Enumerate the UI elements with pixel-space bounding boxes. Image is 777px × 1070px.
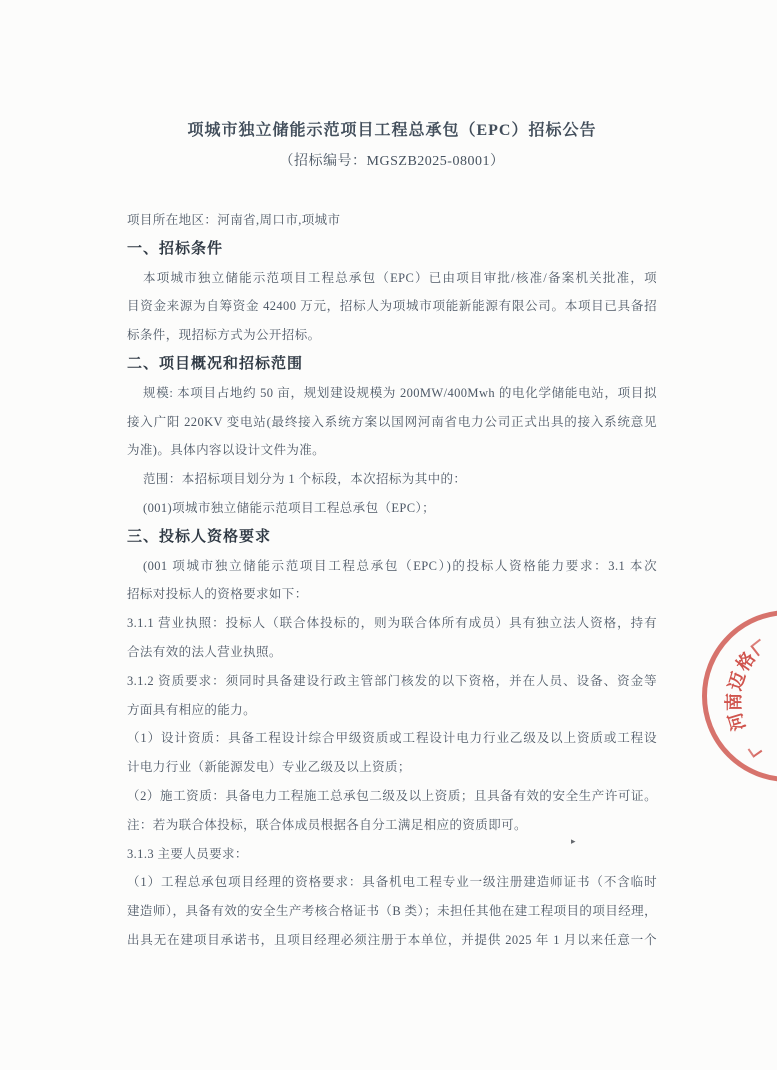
section-heading: 二、项目概况和招标范围 bbox=[127, 355, 304, 372]
text-line: 注：若为联合体投标，联合体成员根据各自分工满足相应的资质即可。 bbox=[127, 817, 527, 832]
text-line: 出具无在建项目承诺书，且项目经理必须注册于本单位，并提供 2025 年 1 月以来任意一个 bbox=[127, 932, 657, 947]
text-line: (001)项城市独立储能示范项目工程总承包（EPC）； bbox=[143, 500, 436, 515]
text-line: 为准)。具体内容以设计文件为准。 bbox=[127, 443, 326, 458]
stamp-char: 迈 bbox=[724, 669, 750, 693]
text-line: （1）设计资质：具备工程设计综合甲级资质或工程设计电力行业乙级及以上资质或工程设 bbox=[127, 731, 657, 746]
text-line: 招标对投标人的资格要求如下： bbox=[127, 587, 308, 602]
stamp-circle-border bbox=[702, 610, 777, 782]
text-line: 规模: 本项目占地约 50 亩，规划建设规模为 200MW/400Mwh 的电化学储能电站，项目拟 bbox=[143, 385, 657, 400]
text-line: （1）工程总承包项目经理的资格要求：具备机电工程专业一级注册建造师证书（不含临时 bbox=[127, 875, 657, 890]
text-line: 3.1.3 主要人员要求： bbox=[127, 846, 248, 861]
text-line: 接入广阳 220KV 变电站(最终接入系统方案以国网河南省电力公司正式出具的接入系统意见 bbox=[127, 414, 657, 429]
text-line: 3.1.1 营业执照：投标人（联合体投标的，则为联合体所有成员）具有独立法人资格，持有 bbox=[127, 616, 657, 631]
text-line: 3.1.2 资质要求：须同时具备建设行政主管部门核发的以下资格，并在人员、设备、资金等 bbox=[127, 673, 657, 688]
text-line: (001 项城市独立储能示范项目工程总承包（EPC）)的投标人资格能力要求：3.1 本次 bbox=[143, 558, 657, 573]
text-line: 合法有效的法人营业执照。 bbox=[127, 644, 282, 659]
scan-artifact-mark: ▸ bbox=[571, 836, 576, 846]
document-body bbox=[127, 206, 657, 955]
text-line: 项目所在地区：河南省,周口市,项城市 bbox=[127, 213, 341, 227]
stamp-partial-char-top bbox=[750, 639, 767, 657]
text-line: （2）施工资质：具备电力工程施工总承包二级及以上资质；且具备有效的安全生产许可证。 bbox=[127, 788, 657, 803]
stamp-char: 南 bbox=[724, 693, 744, 711]
text-line: 建造师），具备有效的安全生产考核合格证书（B 类）；未担任其他在建工程项目的项目经理， bbox=[127, 904, 657, 919]
section-heading: 三、投标人资格要求 bbox=[127, 528, 272, 545]
stamp-partial-char-bottom bbox=[748, 743, 763, 758]
stamp-char: 河 bbox=[724, 710, 750, 734]
stamp-char: 格 bbox=[732, 648, 760, 675]
text-line: 目资金来源为自筹资金 42400 万元，招标人为项城市项能新能源有限公司。本项目已具备招 bbox=[127, 299, 657, 314]
section-heading: 一、招标条件 bbox=[127, 240, 224, 257]
document-title: 项城市独立储能示范项目工程总承包（EPC）招标公告 bbox=[187, 122, 597, 139]
text-line: 方面具有相应的能力。 bbox=[127, 702, 257, 717]
text-line: 标条件，现招标方式为公开招标。 bbox=[127, 328, 321, 343]
text-line: 本项城市独立储能示范项目工程总承包（EPC）已由项目审批/核准/备案机关批准，项 bbox=[143, 270, 657, 285]
text-line: 范围：本招标项目划分为 1 个标段，本次招标为其中的： bbox=[143, 472, 467, 487]
document-subtitle: （招标编号：MGSZB2025-08001） bbox=[279, 154, 505, 169]
text-line: 计电力行业（新能源发电）专业乙级及以上资质； bbox=[127, 760, 411, 775]
